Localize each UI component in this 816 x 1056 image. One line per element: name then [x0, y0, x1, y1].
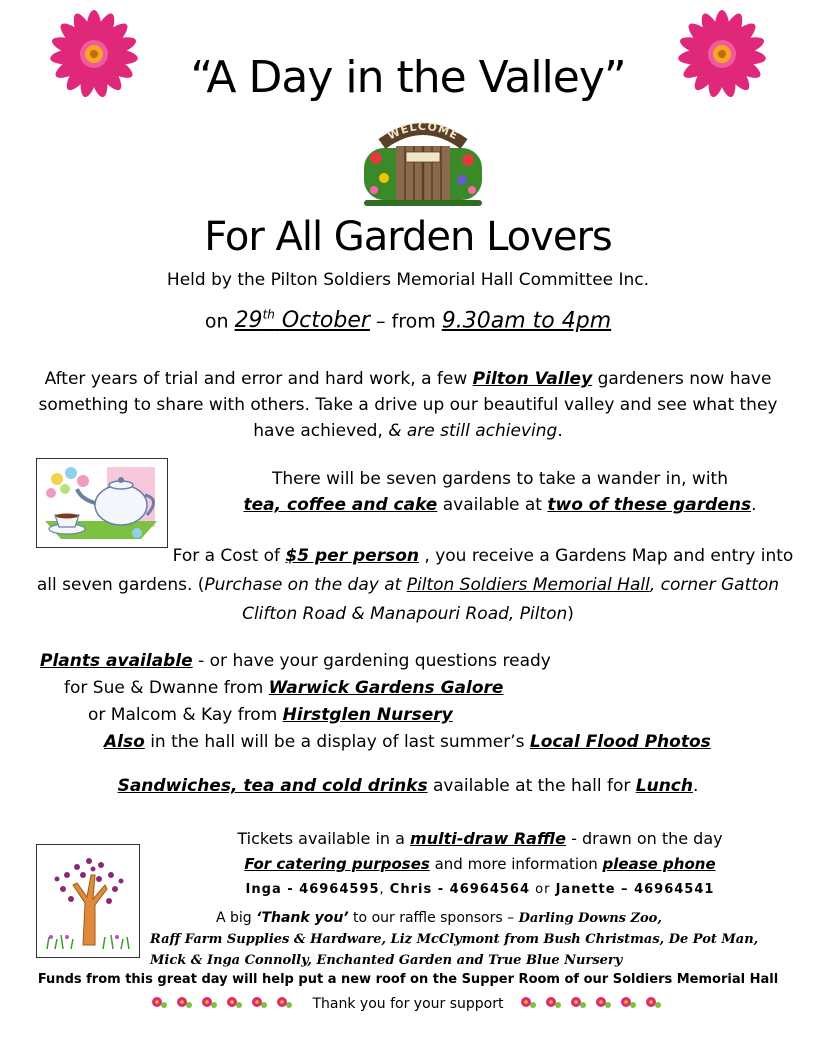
- cost-paragraph: [20, 542, 796, 629]
- hall-address: , corner Gatton Clifton Road & Manapouri Road, Pilton: [242, 575, 780, 624]
- cost-text-2: , you receive a Gardens Map and entry into all seven gardens. (: [36, 546, 794, 595]
- raffle-info: and more information: [429, 855, 603, 873]
- flood-photos: Local Flood Photos: [529, 732, 711, 752]
- tea-coffee-cake: tea, coffee and cake: [243, 495, 438, 515]
- gardens-text-3: .: [751, 495, 757, 515]
- phone-inga: Inga - 46964595: [245, 882, 380, 897]
- date-day: 29: [234, 308, 263, 334]
- lunch-text: available at the hall for: [427, 776, 636, 796]
- tree-image: [36, 844, 140, 958]
- intro-text-3: .: [557, 421, 563, 441]
- gardens-paragraph: [200, 466, 800, 518]
- catering-purposes: For catering purposes: [244, 855, 430, 873]
- raffle-section: [170, 826, 790, 902]
- raffle-text-2: - drawn on the day: [566, 829, 723, 848]
- sponsors-section: [150, 908, 806, 971]
- plants-line-3: or Malcom & Kay from: [88, 705, 283, 725]
- lunch-line: [0, 776, 816, 796]
- phone-janette: Janette – 46964541: [555, 882, 715, 897]
- phone-numbers: [170, 877, 790, 902]
- date-on: on: [204, 310, 235, 333]
- welcome-gate-image: [364, 118, 482, 206]
- price: $5 per person: [285, 546, 419, 566]
- held-by-org: Pilton Soldiers Memorial Hall Committee Inc.: [270, 270, 650, 290]
- gardens-text-2: available at: [437, 495, 548, 515]
- pilton-valley-link: Pilton Valley: [472, 369, 593, 389]
- held-by-line: [0, 270, 816, 290]
- sponsor-names-2: Raff Farm Supplies & Hardware, Liz McClymont from Bush Christmas, De Pot Man,: [150, 932, 759, 947]
- plants-available: Plants available: [40, 651, 193, 671]
- also-label: Also: [104, 732, 145, 752]
- phone-chris: Chris - 46964564: [389, 882, 531, 897]
- warwick-gardens: Warwick Gardens Galore: [268, 678, 504, 698]
- welcome-sign-text: WELCOME: [385, 119, 461, 143]
- svg-text:WELCOME: [386, 120, 461, 143]
- please-phone: please phone: [602, 855, 716, 873]
- sandwiches-tea: Sandwiches, tea and cold drinks: [117, 776, 428, 796]
- hall-name: Pilton Soldiers Memorial Hall: [406, 575, 650, 595]
- lunch-end: .: [692, 776, 699, 796]
- phone-or: or: [530, 882, 556, 897]
- date-row: [0, 308, 816, 333]
- page-title: “A Day in the Valley”: [190, 52, 626, 103]
- held-by-prefix: Held by the: [166, 270, 271, 290]
- event-time: 9.30am to 4pm: [441, 308, 612, 334]
- sponsors-pre: A big: [216, 910, 257, 926]
- intro-italic: & are still achieving: [388, 421, 558, 441]
- raffle-text-1: Tickets available in a: [237, 829, 411, 848]
- thank-support-text: Thank you for your support: [312, 996, 504, 1012]
- thank-you-label: ‘Thank you’: [256, 910, 349, 926]
- purchase-text: Purchase on the day at: [204, 575, 407, 595]
- multi-draw-raffle: multi-draw Raffle: [410, 829, 567, 848]
- event-date: [235, 308, 370, 333]
- two-gardens: two of these gardens: [547, 495, 752, 515]
- gardens-text-1: There will be seven gardens to take a wander in, with: [271, 469, 728, 489]
- sponsor-names-1: Darling Downs Zoo,: [518, 911, 662, 926]
- thank-support-line: [0, 994, 816, 1014]
- lunch-link: Lunch: [635, 776, 693, 796]
- teapot-image: [36, 458, 168, 548]
- phone-sep: ,: [379, 882, 390, 897]
- date-dash: – from: [369, 310, 442, 333]
- date-month: October: [274, 308, 370, 334]
- plants-section: [40, 648, 780, 756]
- date-suffix: th: [262, 308, 275, 322]
- intro-text-2: gardeners now have something to share with others. Take a drive up our beautiful valley and see what they have achieved,: [38, 369, 778, 441]
- sponsor-names-3: Mick & Inga Connolly, Enchanted Garden and True Blue Nursery: [150, 953, 623, 968]
- intro-text-1: After years of trial and error and hard work, a few: [44, 369, 473, 389]
- cost-text-3: ): [567, 604, 574, 624]
- cost-text-1: For a Cost of: [172, 546, 286, 566]
- small-flowers-right-icon: [518, 994, 668, 1014]
- plants-line-4: in the hall will be a display of last summer’s: [144, 732, 530, 752]
- small-flowers-left-icon: [149, 994, 299, 1014]
- hirstglen-nursery: Hirstglen Nursery: [282, 705, 453, 725]
- plants-line-2: for Sue & Dwanne from: [64, 678, 269, 698]
- plants-line-1: - or have your gardening questions ready: [192, 651, 551, 671]
- sponsors-mid: to our raffle sponsors –: [348, 910, 519, 926]
- funds-line: Funds from this great day will help put a new roof on the Supper Room of our Soldiers Memorial Hall: [37, 972, 779, 987]
- page-subtitle: For All Garden Lovers: [204, 214, 612, 260]
- intro-paragraph: [20, 366, 796, 444]
